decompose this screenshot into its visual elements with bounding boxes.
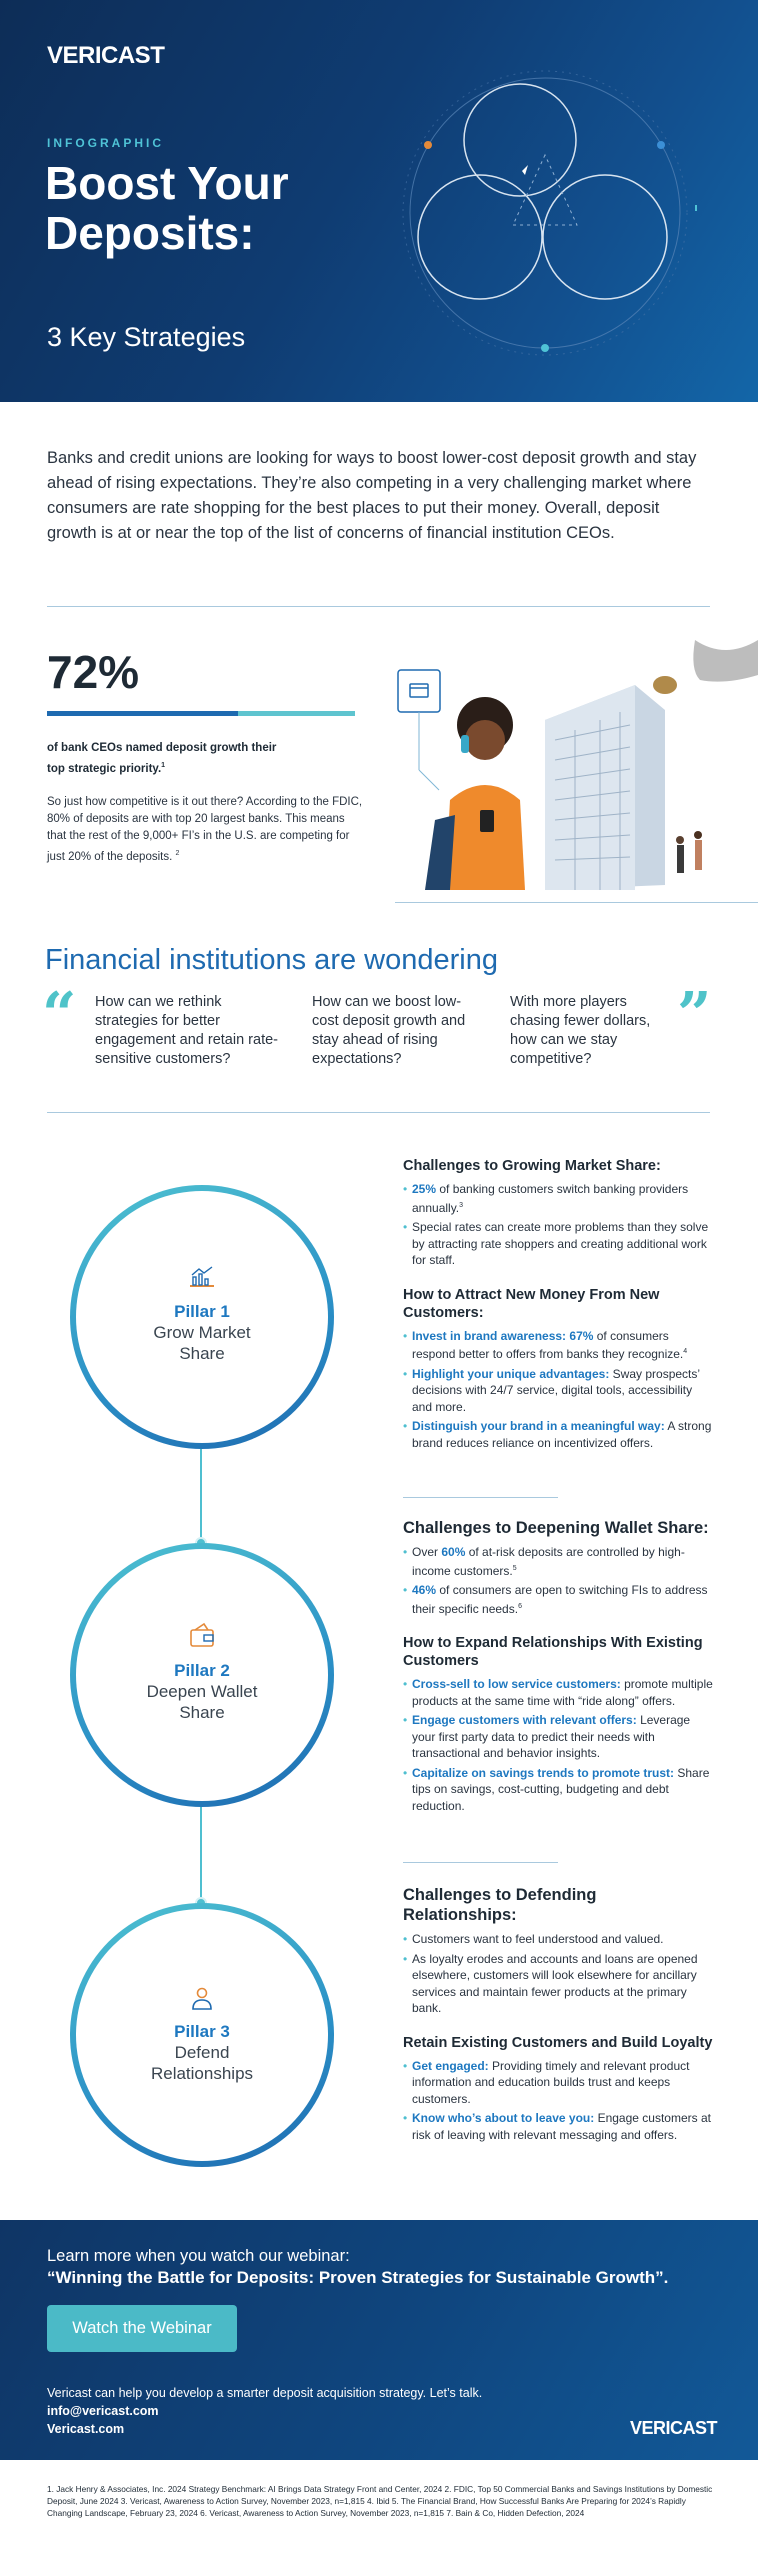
stat-lead: [47, 740, 277, 778]
pillar-3-sub2: Relationships: [150, 2064, 254, 2083]
pillar-2-details: [403, 1518, 713, 1817]
close-quote-icon: ”: [677, 980, 712, 1050]
three-circles-graphic: [395, 65, 725, 365]
question-3: With more players chasing fewer dollars, how can we stay competitive?: [510, 994, 651, 1067]
pillar-2-sub1: Deepen Wallet: [146, 1682, 258, 1701]
pillar-1-sub1: Grow Market: [153, 1323, 251, 1342]
stat-lead-text: of bank CEOs named deposit growth their top strategic priority.: [47, 742, 277, 775]
hero-banner: [0, 0, 758, 402]
cta-lead: Learn more when you watch our webinar:: [47, 2247, 350, 2265]
stat-body-text: So just how competitive is it out there? According to the FDIC, 80% of deposits are with top 20 largest banks. This means that the rest of the 9,000+ FI’s in the U.S. are competing for just 20% of the deposits.: [47, 796, 363, 863]
pillar-3-challenge-title: Challenges to Defending Relationships:: [403, 1886, 597, 1924]
list-item: • 25% of banking customers switch banking providers annually.$^3$: [403, 1181, 713, 1216]
stat-progress-bar: [47, 711, 355, 716]
list-item: • Customers want to feel understood and valued.: [403, 1931, 713, 1948]
list-item: • Capitalize on savings trends to promote trust: Share tips on savings, cost-cutting, budgeting and debt reduction.: [403, 1765, 713, 1815]
stat-body-footnote: 2: [175, 850, 180, 857]
pillar-2-sub2: Share: [179, 1703, 225, 1722]
pillar-1-sub2: Share: [179, 1344, 225, 1363]
list-item: • Engage customers with relevant offers: Leverage your first party data to predict their needs with transactional and behavior insights.: [403, 1712, 713, 1762]
pillar-2-challenge-title: Challenges to Deepening Wallet Share:: [403, 1519, 709, 1537]
pillar-3-strategy-title: Retain Existing Customers and Build Loyalty: [403, 2034, 713, 2051]
pillar-3-name: Pillar 3: [174, 2022, 230, 2041]
pillar-connector: [200, 1443, 202, 1543]
user-shield-icon: [189, 1985, 215, 2011]
list-item: • Distinguish your brand in a meaningful way: A strong brand reduces reliance on incentivized offers.: [403, 1418, 713, 1451]
wondering-title: Financial institutions are wondering: [45, 944, 498, 976]
list-item: • As loyalty erodes and accounts and loans are opened elsewhere, customers will look elsewhere for ancillary services and maintain fewer products at the primary bank.: [403, 1951, 713, 2017]
section-divider: [47, 1112, 710, 1113]
pillar-3-sub1: Defend: [174, 2043, 230, 2062]
website-link[interactable]: Vericast.com: [47, 2422, 125, 2436]
section-divider: [403, 1497, 558, 1498]
woman-with-phone-illustration: [395, 640, 758, 905]
pillar-1-label: [70, 1265, 334, 1364]
pillar-1-name: Pillar 1: [174, 1302, 230, 1321]
vericast-logo[interactable]: VERICAST: [47, 42, 165, 69]
list-item: • 46% of consumers are open to switching FIs to address their specific needs.$^6$: [403, 1582, 713, 1617]
page-subtitle: 3 Key Strategies: [47, 322, 246, 352]
eyebrow-label: INFOGRAPHIC: [47, 136, 164, 150]
watch-webinar-button[interactable]: Watch the Webinar: [47, 2305, 237, 2352]
list-item: • Invest in brand awareness: 67% of consumers respond better to offers from banks they recognize.$^4$: [403, 1328, 713, 1363]
stat-body: [47, 794, 367, 866]
cta-help-text: Vericast can help you develop a smarter deposit acquisition strategy. Let’s talk.: [47, 2386, 483, 2400]
email-link[interactable]: info@vericast.com: [47, 2404, 159, 2418]
question-1: How can we rethink strategies for better engagement and retain rate-sensitive customers?: [95, 994, 278, 1067]
page-title: Boost Your Deposits:: [45, 157, 289, 259]
pillar-connector: [200, 1800, 202, 1903]
pillar-3-label: [70, 1985, 334, 2084]
footnotes: 1. Jack Henry & Associates, Inc. 2024 Strategy Benchmark: AI Brings Data Strategy Front and Center, 2024 2. FDIC, Top 50 Commercial Banks and Savings Institutions by Domestic Deposit, June 2024 3. Vericast, Awareness to Action Survey, November 2023, n=1,815 4. Ibid 5. The Financial Brand, How Successful Banks Are Preparing for 2024’s Rapidly Changing Landscape, February 23, 2024 6. Vericast, Awareness to Action Survey, November 2023, n=1,815 7. Bain & Co, Hidden Defection, 2024: [47, 2484, 713, 2518]
list-item: • Get engaged: Providing timely and relevant product information and education builds trust and keeps customers.: [403, 2058, 713, 2108]
section-divider: [403, 1862, 558, 1863]
cta-webinar-title: “Winning the Battle for Deposits: Proven Strategies for Sustainable Growth”.: [47, 2268, 669, 2287]
pillar-1-strategy-title: How to Attract New Money From New Customers:: [403, 1286, 660, 1321]
question-2: How can we boost low-cost deposit growth and stay ahead of rising expectations?: [312, 994, 466, 1067]
pillar-2-name: Pillar 2: [174, 1661, 230, 1680]
growth-chart-icon: [188, 1265, 216, 1291]
list-item: • Know who’s about to leave you: Engage customers at risk of leaving with relevant messaging and offers.: [403, 2110, 713, 2143]
wallet-icon: [188, 1622, 216, 1650]
stat-value: 72%: [47, 646, 140, 698]
pillar-2-strategy-title: How to Expand Relationships With Existing Customers: [403, 1635, 703, 1669]
pillar-3-details: [403, 1885, 713, 2146]
list-item: • Cross-sell to low service customers: promote multiple products at the same time with “ride along” offers.: [403, 1676, 713, 1709]
pillar-1-challenge-title: Challenges to Growing Market Share:: [403, 1158, 661, 1174]
list-item: • Special rates can create more problems than they solve by attracting rate shoppers and creating additional work for staff.: [403, 1219, 713, 1269]
vericast-logo-footer[interactable]: VERICAST: [630, 2418, 718, 2438]
section-divider: [47, 606, 710, 607]
stat-progress-fill: [47, 711, 238, 716]
open-quote-icon: “: [42, 980, 77, 1050]
pillar-1-details: [403, 1157, 713, 1454]
list-item: • Highlight your unique advantages: Sway prospects’ decisions with 24/7 service, digital tools, accessibility and more.: [403, 1366, 713, 1416]
cta-banner: [0, 2220, 758, 2460]
intro-paragraph: Banks and credit unions are looking for ways to boost lower-cost deposit growth and stay ahead of rising expectations. They’re also competing in a very challenging market where consumers are rate shopping for the best places to put their money. Overall, deposit growth is at or near the top of the list of concerns of financial institution CEOs.: [47, 449, 697, 542]
stat-lead-footnote: 1: [161, 762, 166, 769]
pillar-2-label: [70, 1622, 334, 1723]
list-item: • Over 60% of at-risk deposits are controlled by high-income customers.$^5$: [403, 1544, 713, 1579]
